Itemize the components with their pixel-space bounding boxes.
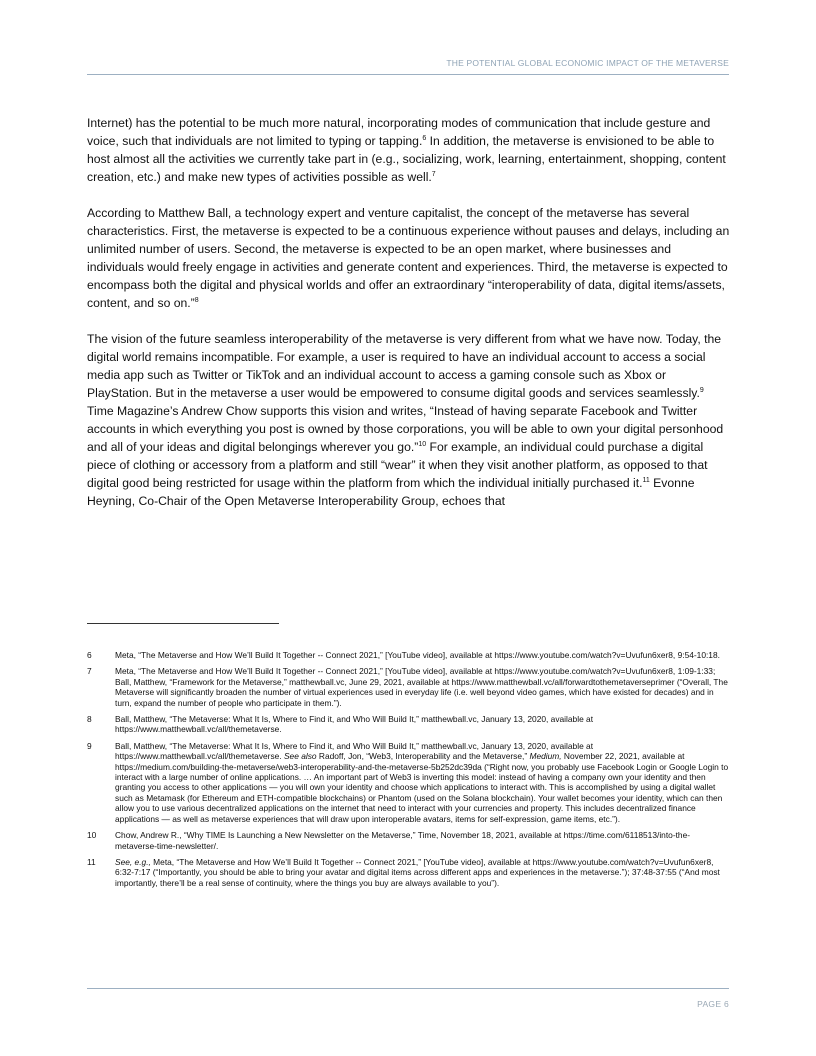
footnote-9: 9 Ball, Matthew, “The Metaverse: What It Is, Where to Find it, and Who Will Build It,” matthewball.vc, January 13, 2020, available at https://www.matthewball.vc/all/themetaverse. See also Radoff, Jon, “Web3, Interoperability and the Metaverse,” Medium, November 22, 2021, available at https://medium.com/building-the-metaverse/web3-interoperability-and-the-metaverse-5b252dc39da (“Right now, you probably use Facebook Login or Google Login to interact with a large number of online applications. … An important part of Web3 is inverting this model: instead of having a company own your identity and then granting you access to other applications — you will own your identity and choose which applications to interact with. This is accomplished by using a digital wallet such as Metamask (for Ethereum and ETH-compatible blockchains) or Phantom (used on the Solana blockchain). Your wallet becomes your identity, which can then allow you to use various decentralized applications on the internet that need to interact with your currencies and property. This includes decentralized finance applications — as well as metaverse experiences that will draw upon interoperable avatars, items for self-expression, game items, etc.”). [87, 740, 729, 824]
footnote-10: 10 Chow, Andrew R., “Why TIME Is Launching a New Newsletter on the Metaverse,” Time, November 18, 2021, available at https://time.com/6118513/into-the-metaverse-time-newsletter/. [87, 830, 691, 851]
footnote-ref-8[interactable]: 8 [194, 296, 199, 304]
running-header: THE POTENTIAL GLOBAL ECONOMIC IMPACT OF THE METAVERSE [446, 58, 729, 68]
paragraph-3: The vision of the future seamless interoperability of the metaverse is very different from what we have now. Today, the digital world remains incompatible. For example, a user is required to have an individual account to access a social media app such as Twitter or TikTok and an individual account to access a gaming console such as Xbox or PlayStation. But in the metaverse a user would be empowered to consume digital goods and services seamlessly.$^9$ Time Magazine’s Andrew Chow supports this vision and writes, “Instead of having separate Facebook and Twitter accounts in which everything you post is owned by those corporations, you will be able to own your digital personhood and all of your ideas and digital belongings wherever you go.”$^{10}$ For example, an individual could purchase a digital piece of clothing or accessory from a platform and still “wear” it when they visit another platform, as opposed to that digital good being restricted for usage within the platform from which the individual initially purchased it.$^{11}$ Evonne Heyning, Co-Chair of the Open Metaverse Interoperability Group, echoes that [87, 332, 724, 508]
header-divider [87, 74, 729, 75]
footnote-6: 6 Meta, “The Metaverse and How We’ll Build It Together -- Connect 2021,” [YouTube video], available at https://www.youtube.com/watch?v=Uvufun6xer8, 9:54-10:18. [87, 650, 720, 660]
footnote-7: 7 Meta, “The Metaverse and How We’ll Build It Together -- Connect 2021,” [YouTube video], available at https://www.youtube.com/watch?v=Uvufun6xer8, 1:09-1:33; Ball, Matthew, “Framework for the Metaverse,” matthewball.vc, June 29, 2021, available at https://www.matthewball.vc/all/forwardtothemetaverseprimer (“Overall, The Metaverse will significantly broaden the number of virtual experiences used in everyday life (i.e. well beyond video games, which have existed for decades) and in turn, expand the number of people who participate in them.”). [87, 666, 728, 708]
footnote-ref-10[interactable]: 10 [418, 440, 427, 448]
footnote-8: 8 Ball, Matthew, “The Metaverse: What It Is, Where to Find it, and Who Will Build It,” matthewball.vc, January 13, 2020, available at https://www.matthewball.vc/all/themetaverse. [87, 714, 594, 735]
paragraph-1: Internet) has the potential to be much more natural, incorporating modes of communication that include gesture and voice, such that individuals are not limited to typing or tapping.$^6$ In addition, the metaverse is envisioned to be able to host almost all the activities we currently take part in (e.g., socializing, work, learning, entertainment, shopping, content creation, etc.) and make new types of activities possible as well.$^7$ [87, 116, 726, 184]
footer-divider [87, 988, 729, 989]
footnote-ref-6[interactable]: 6 [422, 134, 427, 142]
footnote-ref-9[interactable]: 9 [699, 386, 704, 394]
paragraph-2: According to Matthew Ball, a technology expert and venture capitalist, the concept of the metaverse has several characteristics. First, the metaverse is expected to be a continuous experience without pauses and delays, including an unlimited number of users. Second, the metaverse is expected to be an open market, where businesses and individuals would freely engage in activities and generate content and experiences. Third, the metaverse is expected to encompass both the digital and physical worlds and offer an extraordinary “interoperability of data, digital items/assets, content, and so on.”$^8$ [87, 206, 730, 310]
footnotes [87, 650, 730, 894]
footnote-ref-7[interactable]: 7 [431, 170, 436, 178]
body-text [87, 114, 730, 528]
footnote-ref-11[interactable]: 11 [642, 476, 650, 484]
footnote-11: 11 See, e.g., Meta, “The Metaverse and How We’ll Build It Together -- Connect 2021,” [YouTube video], available at https://www.youtube.com/watch?v=Uvufun6xer8, 6:32-7:17 (“Importantly, you should be able to bring your avatar and digital items across different apps and experiences in the metaverse.”); 37:48-37:55 (“And most importantly, there’ll be a real sense of continuity, where the things you buy are always available to you”). [87, 856, 720, 888]
page-number: PAGE 6 [697, 999, 729, 1009]
footnote-divider [87, 623, 279, 624]
